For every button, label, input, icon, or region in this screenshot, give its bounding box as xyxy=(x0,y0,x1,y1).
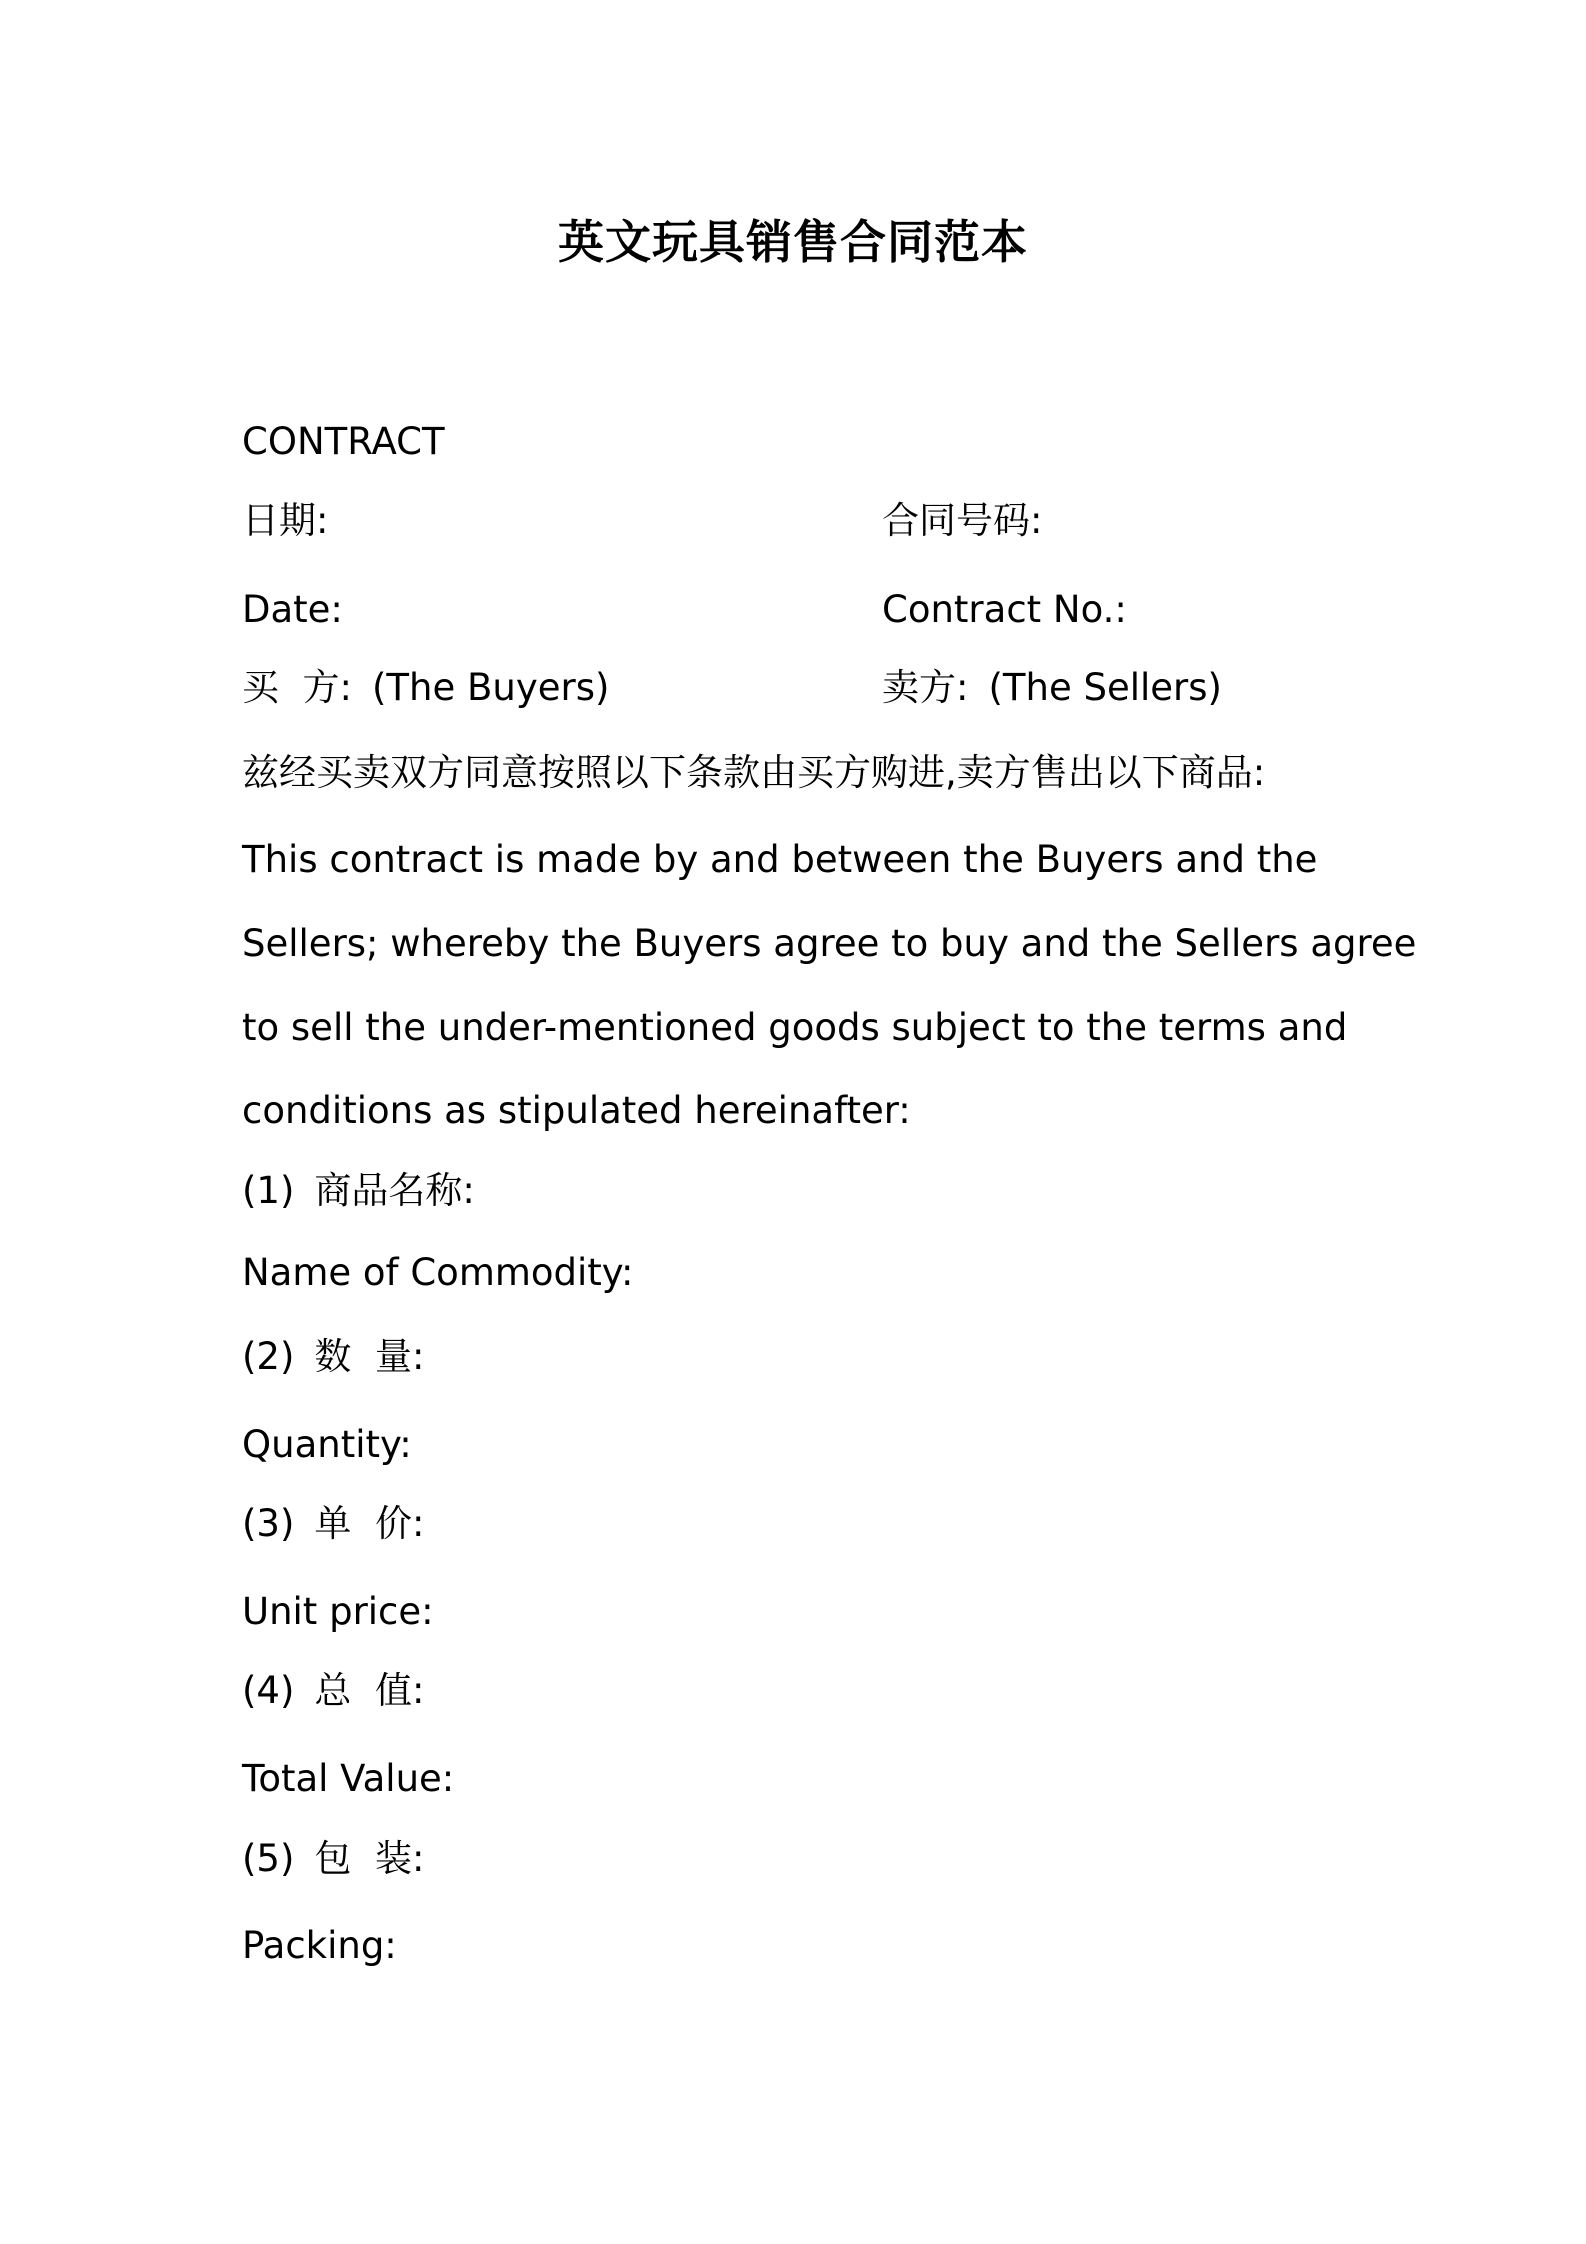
seller-label xyxy=(882,664,1222,712)
intro-en-line-4: conditions as stipulated hereinafter: xyxy=(242,1089,911,1132)
seller-label-en: (The Sellers) xyxy=(988,666,1222,709)
item-4-num: (4) xyxy=(242,1669,295,1712)
item-5-label-cn: 包 装: xyxy=(314,1837,425,1880)
item-4-cn xyxy=(242,1667,424,1715)
item-1-cn xyxy=(242,1167,475,1215)
item-3-label-cn: 单 价: xyxy=(314,1502,425,1545)
contract-heading: CONTRACT xyxy=(242,420,445,463)
item-2-label-en: Quantity: xyxy=(242,1423,412,1466)
item-4-label-en: Total Value: xyxy=(242,1757,455,1800)
item-5-num: (5) xyxy=(242,1837,295,1880)
item-1-num: (1) xyxy=(242,1169,295,1212)
intro-en-line-1: This contract is made by and between the Buyers and the xyxy=(242,838,1318,881)
item-1-label-cn: 商品名称: xyxy=(314,1169,475,1212)
item-2-label-cn: 数 量: xyxy=(314,1335,425,1378)
item-3-num: (3) xyxy=(242,1502,295,1545)
page-title: 英文玩具销售合同范本 xyxy=(558,215,1028,269)
intro-cn: 兹经买卖双方同意按照以下条款由买方购进,卖方售出以下商品: xyxy=(242,751,1266,794)
buyer-label-cn: 买 方: xyxy=(242,666,352,709)
intro-en-line-2: Sellers; whereby the Buyers agree to buy and the Sellers agree xyxy=(242,922,1417,965)
item-5-cn xyxy=(242,1835,424,1883)
intro-en-line-3: to sell the under-mentioned goods subject to the terms and xyxy=(242,1006,1348,1049)
date-label-en: Date: xyxy=(242,588,343,631)
contract-no-label-cn: 合同号码: xyxy=(882,499,1043,542)
item-5-label-en: Packing: xyxy=(242,1924,397,1967)
date-label-cn: 日期: xyxy=(242,499,329,542)
buyer-label xyxy=(242,664,609,712)
contract-no-label-en: Contract No.: xyxy=(882,588,1127,631)
item-3-label-en: Unit price: xyxy=(242,1590,434,1633)
seller-label-cn: 卖方: xyxy=(882,666,969,709)
item-1-label-en: Name of Commodity: xyxy=(242,1251,634,1294)
item-3-cn xyxy=(242,1500,424,1548)
item-2-num: (2) xyxy=(242,1335,295,1378)
item-2-cn xyxy=(242,1333,424,1381)
item-4-label-cn: 总 值: xyxy=(314,1669,425,1712)
buyer-label-en: (The Buyers) xyxy=(372,666,610,709)
